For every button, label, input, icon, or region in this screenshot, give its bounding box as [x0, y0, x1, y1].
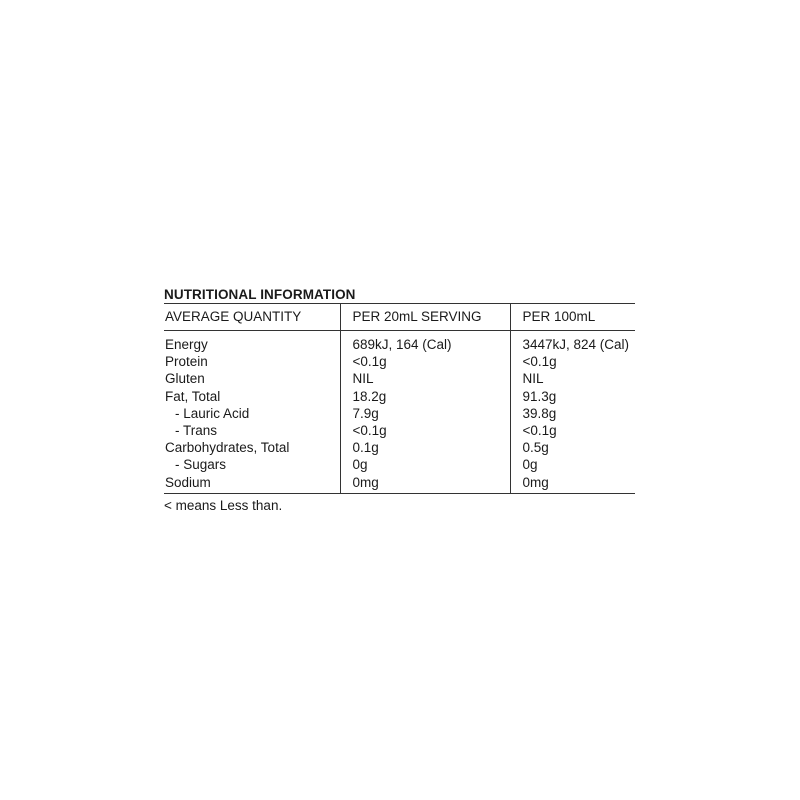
row-label-text: - Sugars — [175, 457, 227, 473]
table-row — [164, 456, 635, 473]
nutrition-panel — [164, 286, 635, 514]
row-per-serving: <0.1g — [340, 353, 510, 370]
table-row — [164, 353, 635, 370]
row-per-serving: NIL — [340, 370, 510, 387]
row-per-100ml: 0g — [510, 456, 635, 473]
row-per-100ml: 0mg — [510, 474, 635, 494]
row-label-text: - Trans — [175, 423, 218, 439]
row-per-100ml: 0.5g — [510, 439, 635, 456]
row-label — [164, 405, 340, 422]
row-label: Energy — [165, 337, 208, 352]
row-per-serving: 0g — [340, 456, 510, 473]
row-per-100ml: 39.8g — [510, 405, 635, 422]
column-header-per-100ml: PER 100mL — [510, 304, 635, 331]
row-label-text: - Lauric Acid — [175, 405, 250, 421]
row-label: Sodium — [164, 474, 340, 494]
table-row — [164, 388, 635, 405]
table-row — [164, 474, 635, 494]
row-per-serving: <0.1g — [340, 422, 510, 439]
table-row — [164, 405, 635, 422]
row-label: Carbohydrates, Total — [165, 440, 290, 456]
header-row — [164, 304, 635, 331]
nutrition-table — [164, 303, 635, 494]
row-label — [164, 422, 340, 439]
column-header-quantity: AVERAGE QUANTITY — [164, 304, 340, 331]
column-header-per-serving: PER 20mL SERVING — [340, 304, 510, 331]
row-per-100ml: 3447kJ, 824 (Cal) — [510, 331, 635, 354]
table-row — [164, 370, 635, 387]
footnote: < means Less than. — [164, 497, 283, 513]
table-row — [164, 439, 635, 456]
row-per-serving: 689kJ, 164 (Cal) — [340, 331, 510, 354]
table-row — [164, 422, 635, 439]
row-per-100ml: 91.3g — [510, 388, 635, 405]
row-per-100ml: <0.1g — [510, 422, 635, 439]
panel-title: NUTRITIONAL INFORMATION — [164, 287, 356, 302]
row-per-100ml: NIL — [510, 370, 635, 387]
row-per-serving: 0.1g — [340, 439, 510, 456]
table-row — [164, 331, 635, 354]
row-label: Gluten — [165, 371, 205, 387]
row-label — [164, 456, 340, 473]
row-label: Protein — [165, 354, 208, 370]
row-per-serving: 7.9g — [340, 405, 510, 422]
row-per-serving: 18.2g — [340, 388, 510, 405]
row-per-serving: 0mg — [340, 474, 510, 494]
row-label: Fat, Total — [165, 388, 221, 404]
row-per-100ml: <0.1g — [510, 353, 635, 370]
